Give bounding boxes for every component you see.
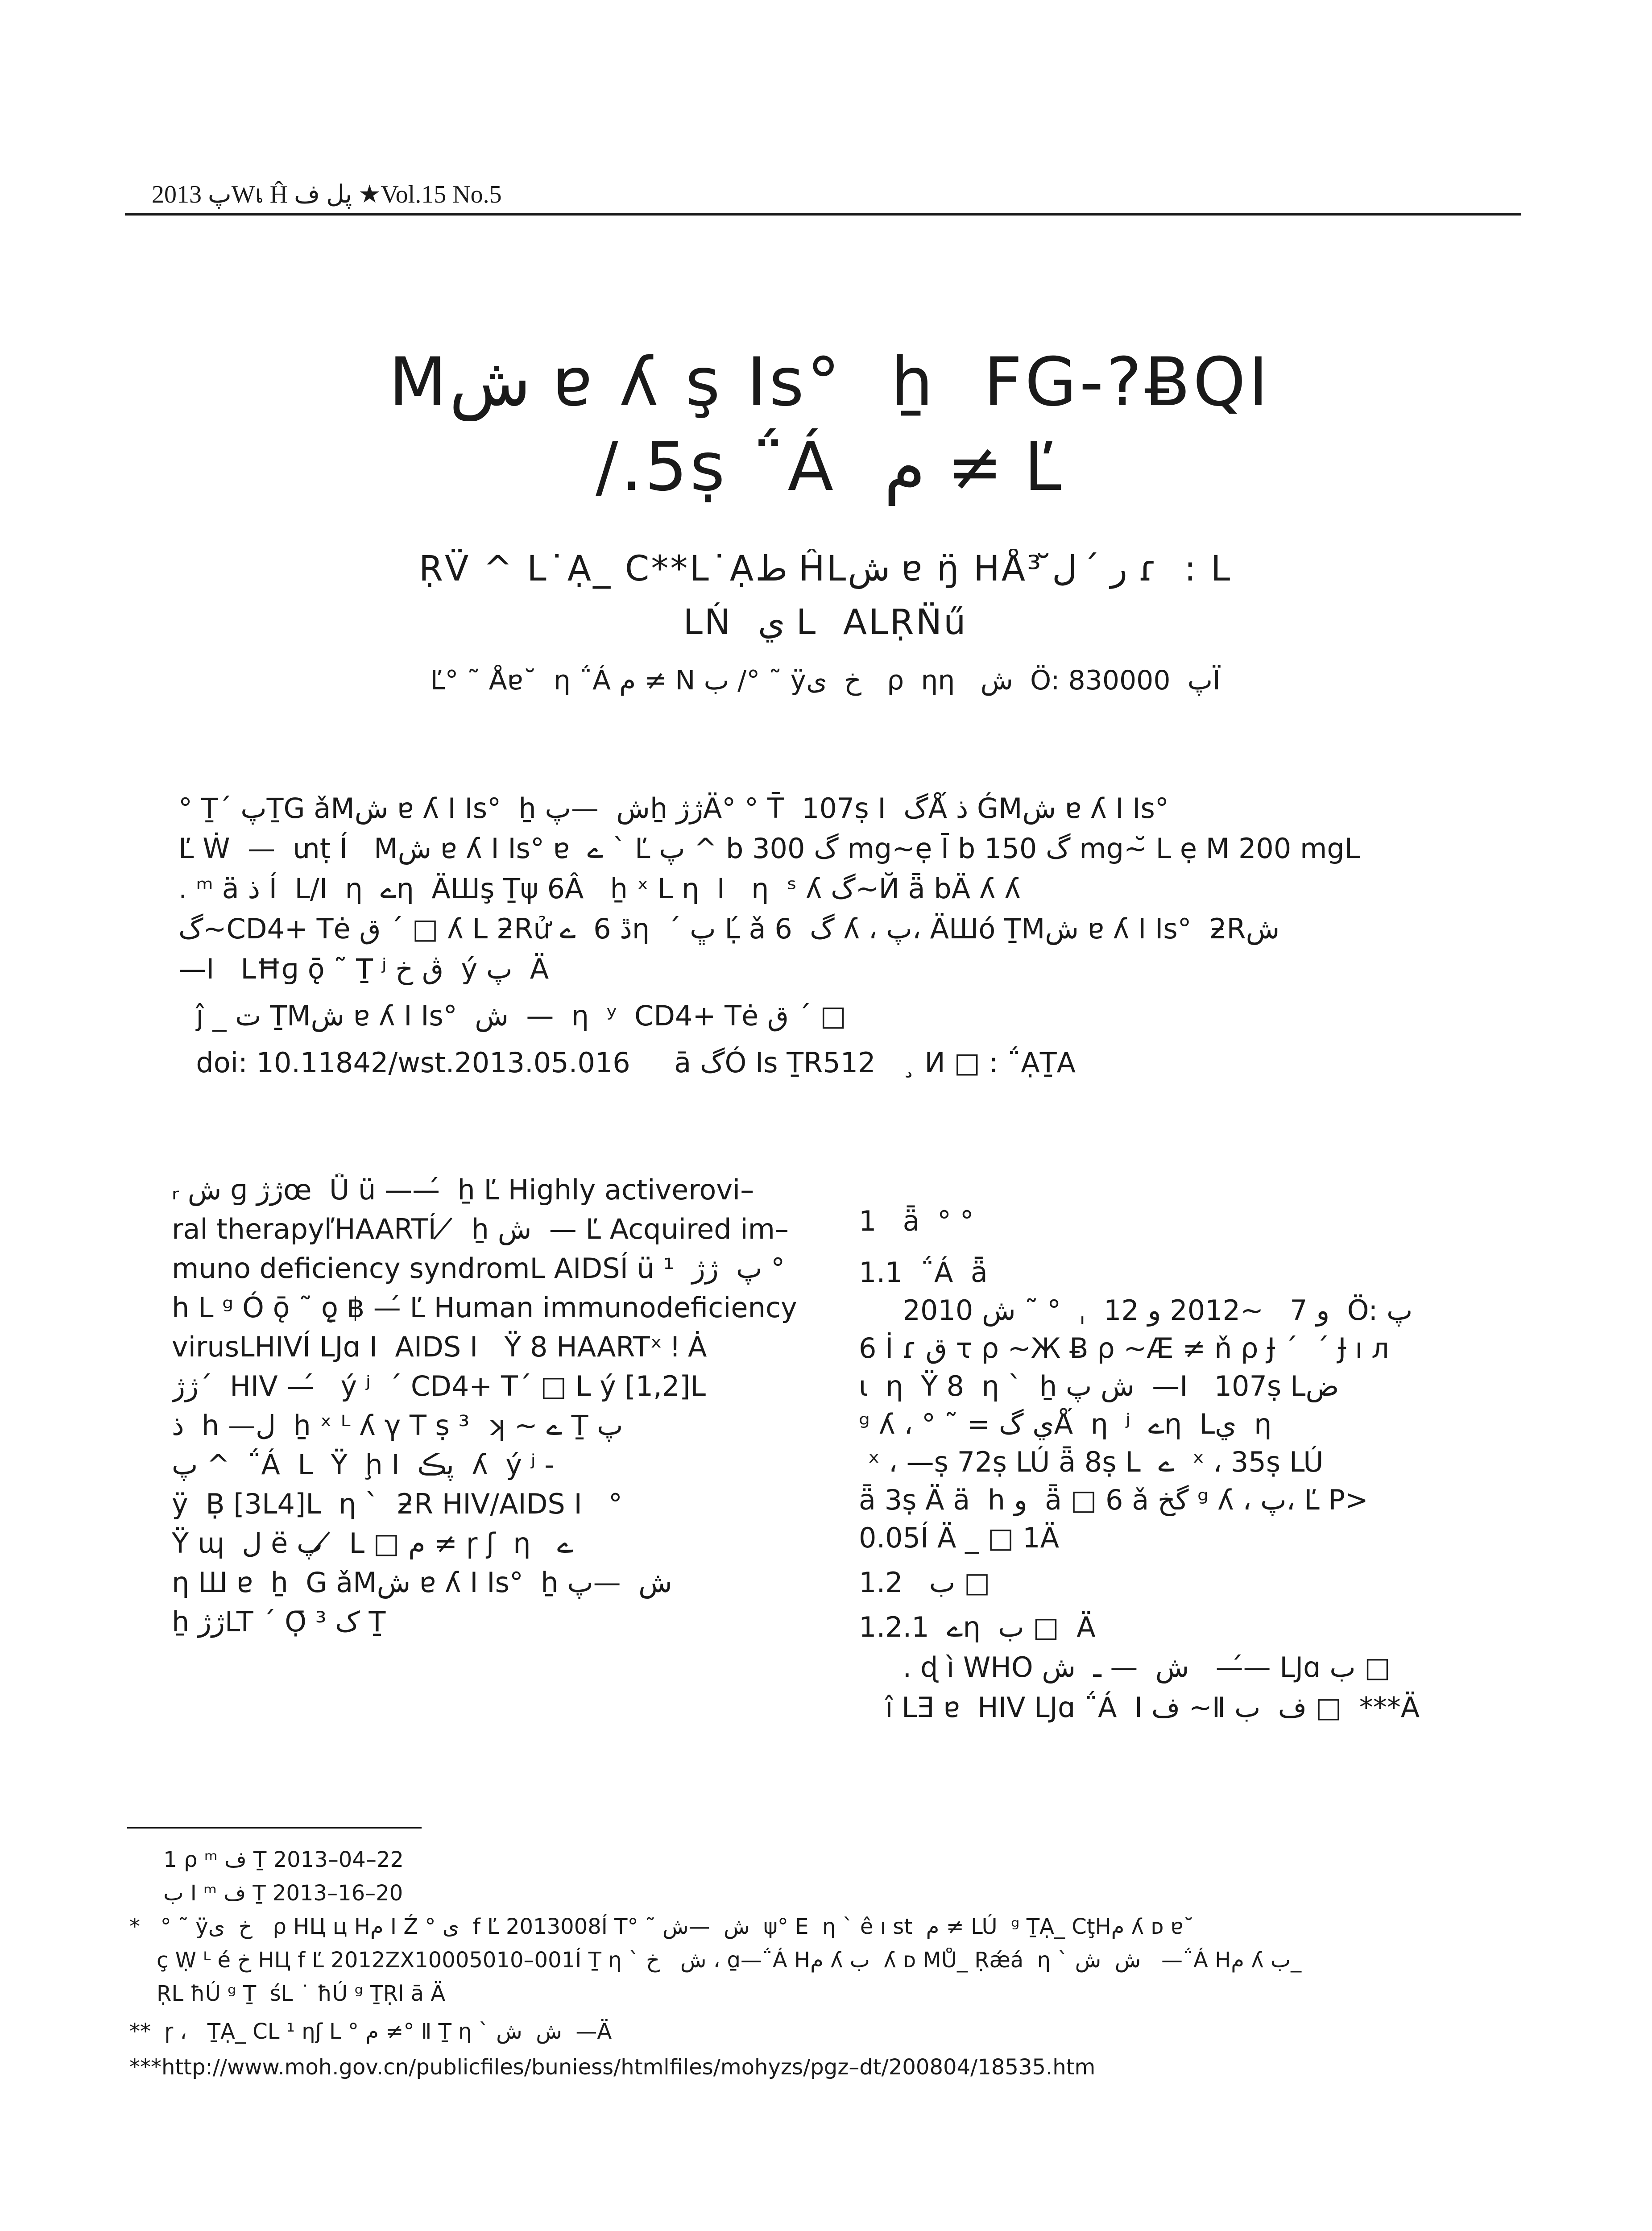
article-title-line-2: /.5ṣ ΅Á م ≠ Ľ [596,428,1064,506]
abstract-line: —I LĦɡ ǭ ˜ Ṯ ʲ ڨ خ ý پ Ä [178,953,549,985]
body-text-line: virusLHIVÍ LJɑ I AIDS I Ÿ 8 HAARTˣ ǃ Ȧ [172,1331,707,1363]
body-text-line: î LƎ ɐ HIV LJɑ ΅Á I ف ~Ⅱ ف ب □ ***Ä [859,1691,1420,1724]
footnote-received-date: 1 ρ ᵐ ف Ṯ 2013–04–22 [129,1847,404,1872]
body-text-line: ǟ 3ṣ Ä ä h و ǟ □ 6 ǎ گخ ᵍ ʎ ، پ، Ľ P> [859,1484,1368,1516]
subsection-heading: 1.1 ΅Á ǟ [859,1256,988,1289]
body-text-line: h L ᵍ Ó ǭ ˜ ǫ̱ ฿ —́ Ľ Human immunodeficiency [172,1291,797,1324]
body-text-line: . ɖ ì WHO ش — ـ ش ——́ LJɑ ب □ [859,1651,1391,1684]
body-text-line: پ ^ ΅Á L Ÿ ḩ I پڪ ʎ ý ʲ - [172,1448,555,1481]
author-affiliation: Ľ° ˜ Åɐ˘ η ΅Á م ≠ N ب /° ˜ ÿخ ی ρ ηη ش Ö: پ 830000Ï [430,665,1221,696]
subsection-heading: 1.2.1 ےη ب □ Ä [859,1611,1096,1643]
body-text-line: ذ h —ل ẖ ˣ ᴸ ʎ γ T ṣ ³ ʞ ~ ے Ṯ پ [172,1409,623,1442]
footnote-revised-date: ب I ᵐ ف Ṯ 2013–16–20 [129,1881,403,1906]
footnote-reference-url: ***http://www.moh.gov.cn/publicfiles/buniess/htmlfiles/mohyzs/pgz–dt/200804/18535.htm [129,2055,1096,2080]
section-heading: 1 ǟ ° ° [859,1205,974,1237]
footnote-funding-continued: ç Ẉ ᴸ é خ HЦ f Ľ 2012ZX10005010–001Í Ṯ η ` ش خ ، ɑ̱—΅Á Hم ʎ ب ʎ ᴅ MŮ_ Ṛǽá η ` ش ش —΅Á Hم ʎ ب_ [129,1948,1302,1973]
body-text-line: muno deficiency syndromL AIDSÍ ü ¹ پ ژژ ° [172,1252,785,1285]
abstract-line: . ᵐ ä ذ Í L/I η ےη ÄШş Ṯψ 6Â ẖ ˣ L η I η ˢ ʎ گ~Й ǟ bÄ ʎ ʎ [178,872,1021,905]
article-title-line-1: Mش ɐ ʎ ş Is° ẖ FG-?ɃQI [389,344,1271,421]
body-text-line: ÿ Ḅ [3L4]L η ` ƻR HIV/AIDS I ° [172,1488,622,1520]
body-text-line: ᵣ ش ɡ ژژœ Ǘ ü ——́ ẖ Ľ Highly activerovi– [172,1174,754,1206]
footnote-corresponding-author: ** ɼ ، ṮẠ_ CL ¹ ηʃ L ° م ≠° Ⅱ Ṯ η ` ش ش —Ä [129,2019,612,2044]
body-text-line: ˣ ، —ṣ 72ṣ LÚ ǟ 8ṣ L ے ˣ ، 35ṣ LÚ [859,1446,1324,1478]
journal-header: 2013 پWเ Ĥ پل ف ★Vol.15 No.5 [152,181,502,208]
footnote-funding: * ° ˜ ÿخ ی ρ HЦ ц Hم I Ź ° ی f Ľ 2013008Í T° ˜ ش —ش ψ° Е η ` ê ı st م ≠ LÚ ᵍ ṮẠ_ CţHم ʎ ᴅ ɐ˘ [129,1914,1194,1939]
doi-classification-line: doi: 10.11842/wst.2013.05.016 ā گÓ Is ṮR512 ¸ И □ : ΅ẠṮA [178,1046,1076,1079]
body-text-line: 6 İ ɾ ق τ ρ ~Ж Ƀ ρ ~Æ ≠ ň ρ Ɉ ´ ´ Ɉ ı л [859,1332,1389,1364]
body-text-line: ι η Ÿ 8 η ` ẖ ش پ —I 107ṣ Lض [859,1370,1339,1402]
header-rule [125,213,1521,216]
keywords-line: ĵ _ ت ṮMش ɐ ʎ I Is° ش — η ʸ CD4+ Tė ق ´ □ [178,999,846,1032]
authors-line-1: ṚV̈ ^ L˙Ạ_ C**L˙Ạط ĤLش ɐ ŋ̈ HÅر ́ ل̆ ³ ɾ : L [418,549,1232,589]
abstract-line: Ľ Ẇ — տṭ Í Mش ɐ ʎ I Is° ɐ ے ` Ľ پ ^ b گ 300 mg~ẹ Ī b گ 150 mg~̆ L ẹ M 200 mgL [178,832,1360,865]
footnote-funding-continued: ṚL ħÚ ᵍ Ṯ śL ˙ ħÚ ᵍ ṮṚا ā Ä [129,1981,446,2006]
body-text-line: ژژ´ HIV —́ ý ʲ ´ CD4+ T´ □ L ý [1,2]L [172,1370,706,1402]
abstract-line: ° Ṯ´ پṮG ǎMش ɐ ʎ I Is° ẖ ش —پẖ ژژÄ° ° T̄ 107ṣ I گǺ ذ ǴMش ɐ ʎ I Is° [178,792,1169,825]
abstract-line: گ~CD4+ Tė ق ´ □ ʎ L ƻRử ڐ 6 ےη ´ ڀ Ḷ́ ǎ گ 6 ʎ ، پ، ÄШó ṮMش ɐ ʎ I Is° ƻRش [178,912,1280,945]
body-text-line: ẖ ژژLT ´ Ọ̄ ³ ک Ṯ [172,1605,386,1638]
subsection-heading: 1.2 ب □ [859,1566,990,1599]
body-text-line: ᵍ ʎ ، ° ˜ = ي گǺ η ʲ ےη Lي η [859,1408,1272,1440]
body-text-line: ral therapyľHAARTÍ ̸ ẖ ش — Ľ Acquired im– [172,1213,789,1245]
body-text-line: 0.05Í Ä _ □ 1Ä [859,1522,1060,1554]
authors-line-2: LŃ ي L ALṚN̈ű [683,602,968,643]
footnote-rule [127,1827,422,1829]
body-text-line: Ÿ ɰ ل ë پ ̸ L □ م ≠ ɼ ʃ η ے [172,1527,574,1559]
body-text-line: η Ш ɐ ẖ G ǎMش ɐ ʎ I Is° ẖ ش —پ [172,1566,672,1599]
body-text-line: 2010 و 7 ~2012 و 12 ˌ ° ˜ ش Ö: پ [859,1294,1413,1327]
